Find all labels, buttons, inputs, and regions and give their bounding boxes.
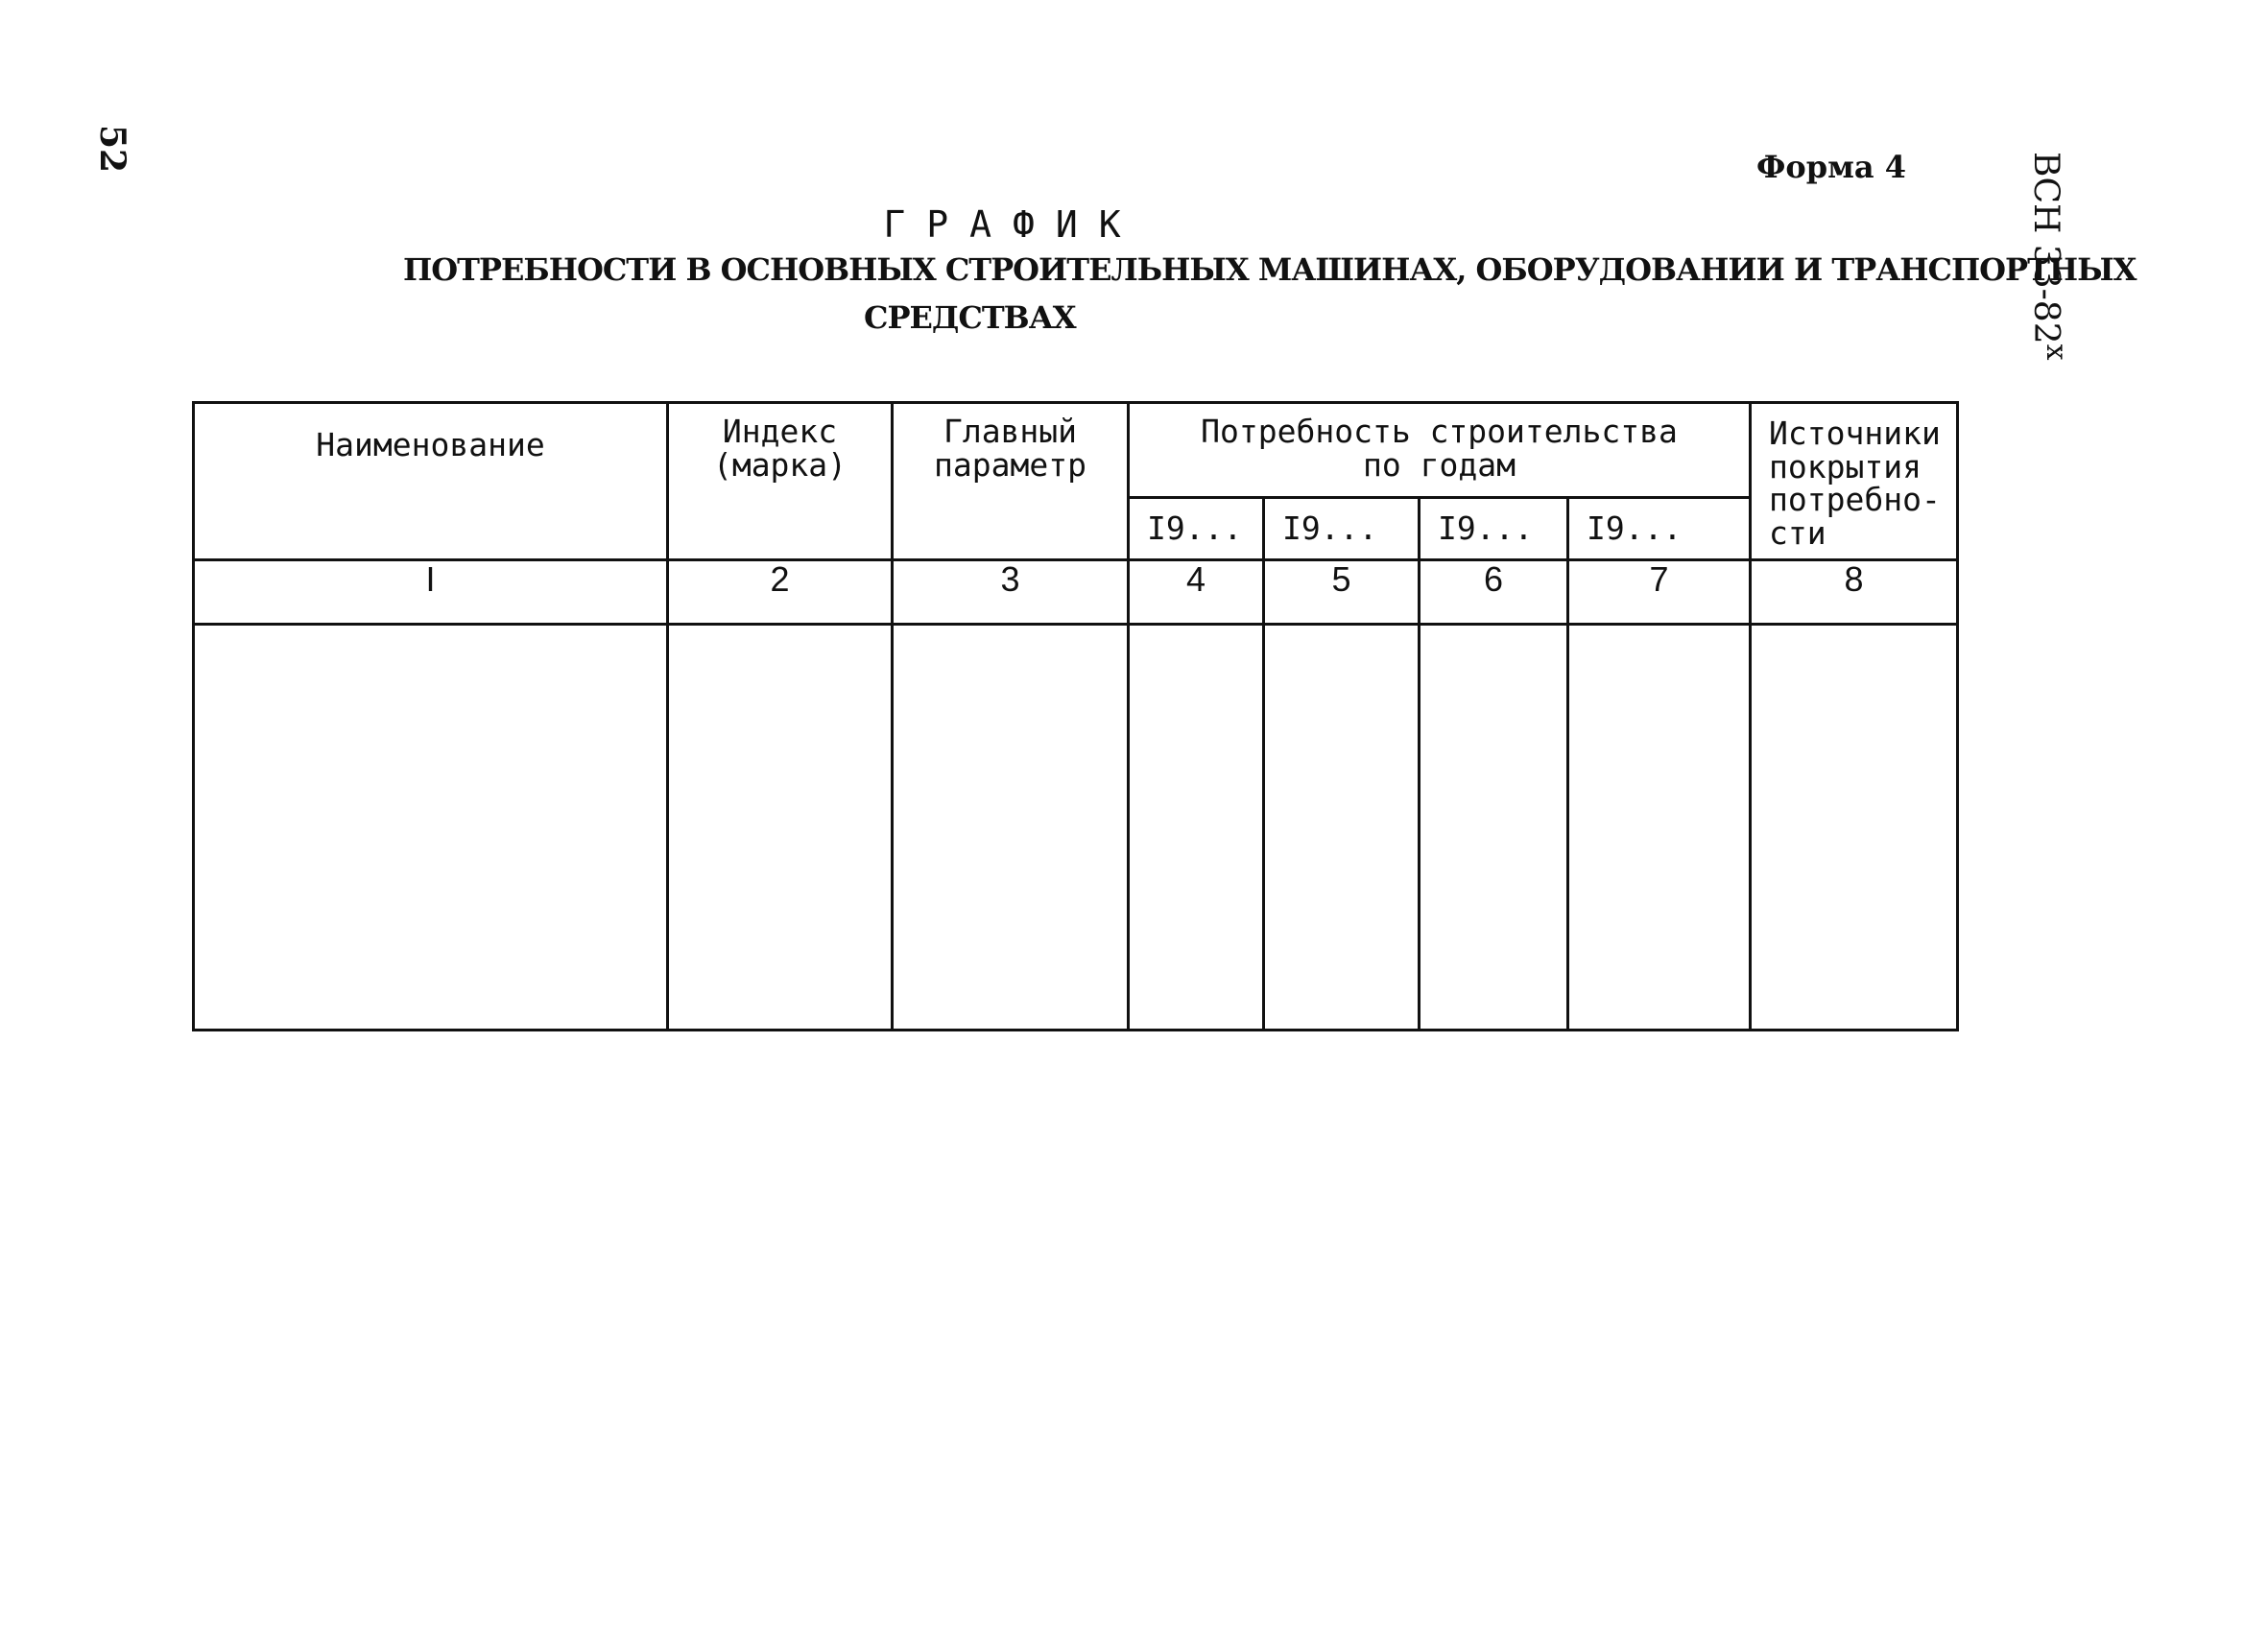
entry-cell-year-1[interactable] — [1129, 625, 1264, 1031]
header-row-1 — [194, 403, 1958, 498]
header-sources-line1: Источники — [1769, 415, 1941, 452]
header-demand-line2: по годам — [1363, 445, 1516, 484]
column-number-2: 2 — [668, 560, 893, 625]
year-cell-2: I9... — [1264, 498, 1420, 560]
document-code-mark: х — [2040, 344, 2073, 361]
document-subtitle-line1: ПОТРЕБНОСТИ В ОСНОВНЫХ СТРОИТЕЛЬНЫХ МАШИНАХ, ОБОРУДОВАНИИ И ТРАНСПОРТНЫХ — [403, 251, 2137, 288]
column-number-5: 5 — [1264, 560, 1420, 625]
year-cell-4: I9... — [1568, 498, 1751, 560]
schedule-table — [192, 401, 1959, 1031]
header-parameter-line1: Главный — [943, 413, 1078, 450]
page-number: 52 — [92, 125, 132, 174]
entry-cell-parameter[interactable] — [893, 625, 1129, 1031]
header-name-label: Наименование — [316, 426, 545, 463]
header-parameter — [893, 403, 1129, 560]
column-number-4: 4 — [1129, 560, 1264, 625]
header-name — [194, 403, 668, 560]
document-title: ГРАФИК — [883, 203, 1142, 246]
header-index-line2: (марка) — [712, 445, 848, 484]
document-code-text: ВСН 33-82 — [2026, 152, 2065, 344]
document-subtitle-line2: СРЕДСТВАХ — [864, 299, 1076, 336]
header-parameter-line2: параметр — [934, 445, 1086, 484]
header-index-line1: Индекс — [722, 413, 838, 450]
column-number-1: I — [194, 560, 668, 625]
header-sources-line4: сти — [1769, 513, 1826, 552]
entry-cell-sources[interactable] — [1751, 625, 1958, 1031]
column-number-3: 3 — [893, 560, 1129, 625]
column-number-7: 7 — [1568, 560, 1751, 625]
entry-cell-year-4[interactable] — [1568, 625, 1751, 1031]
header-sources-line3: потребно- — [1769, 481, 1941, 519]
header-demand — [1129, 403, 1751, 498]
form-label: Форма 4 — [1756, 149, 1907, 185]
entry-cell-index[interactable] — [668, 625, 893, 1031]
column-number-row — [194, 560, 1958, 625]
header-demand-line1: Потребность строительства — [1201, 413, 1678, 450]
year-cell-1: I9... — [1129, 498, 1264, 560]
year-cell-3: I9... — [1420, 498, 1568, 560]
header-index — [668, 403, 893, 560]
column-number-8: 8 — [1751, 560, 1958, 625]
column-number-6: 6 — [1420, 560, 1568, 625]
entry-cell-year-3[interactable] — [1420, 625, 1568, 1031]
header-sources-line2: покрытия — [1769, 447, 1922, 486]
entry-cell-name[interactable] — [194, 625, 668, 1031]
entry-cell-year-2[interactable] — [1264, 625, 1420, 1031]
header-sources — [1751, 403, 1958, 560]
empty-entry-row — [194, 625, 1958, 1031]
